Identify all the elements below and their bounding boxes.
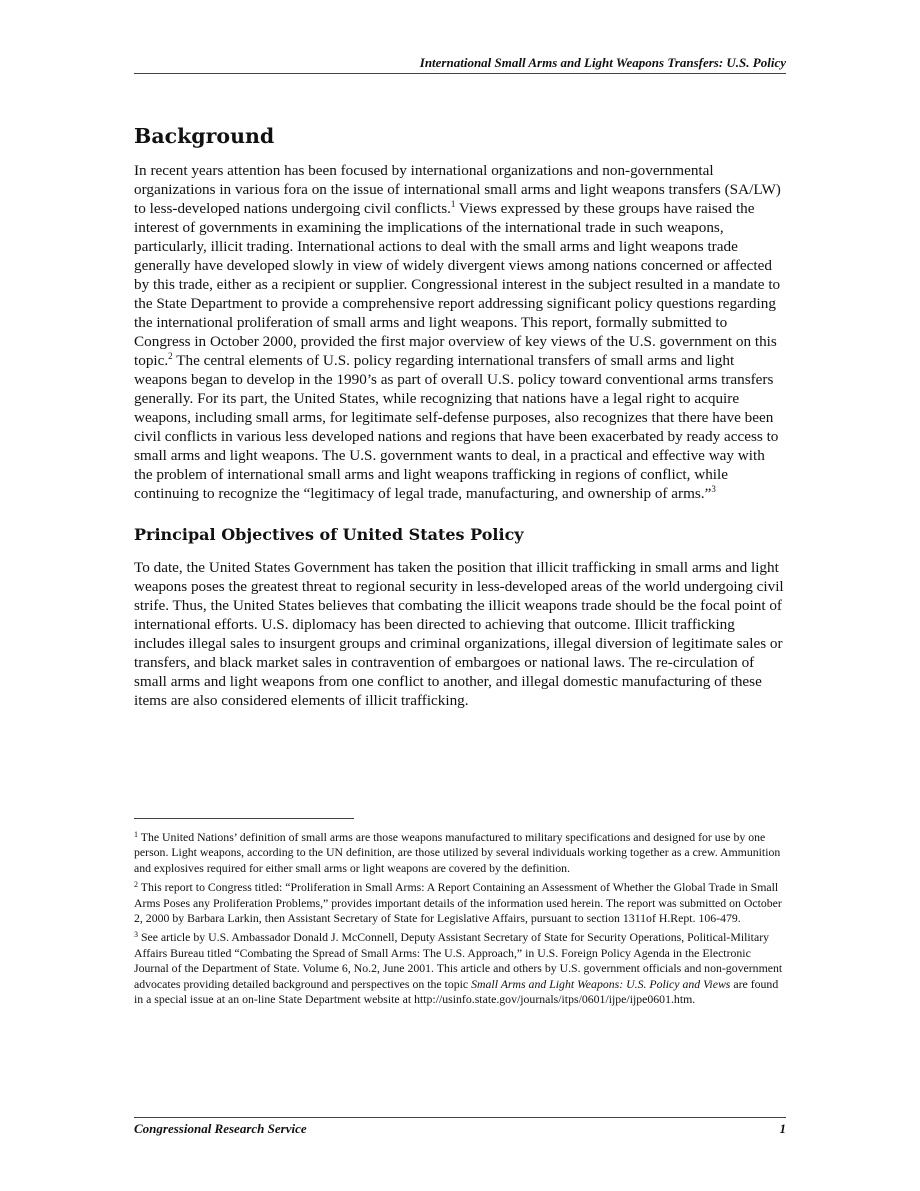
- paragraph-text: The central elements of U.S. policy regarding international transfers of small arms and light weapons began to develop in the 1990’s as part of overall U.S. policy toward conventional arms transfers generally. For its part, the United States, while recognizing that nations have a legal right to acquire weapons, including small arms, for legitimate self-defense purposes, also recognizes that there have been civil conflicts in various less developed nations and regions that have been exacerbated by ready access to small arms and light weapons. The U.S. government wants to deal, in a practical and effective way with the problem of international small arms and light weapons trafficking in regions of conflict, while continuing to recognize the “legitimacy of legal trade, manufacturing, and ownership of arms.”: [134, 352, 779, 502]
- objectives-paragraph: To date, the United States Government has taken the position that illicit trafficking in small arms and light weapons poses the greatest threat to regional security in less-developed areas of the world undergoing civil strife. Thus, the United States believes that combating the illicit weapons trade should be the focal point of international efforts. U.S. diplomacy has been directed to achieving that outcome. Illicit trafficking includes illegal sales to insurgent groups and criminal organizations, illegal diversion of legitimate sales or transfers, and black market sales in contravention of embargoes or national laws. The re-circulation of small arms and light weapons from one conflict to another, and illegal domestic manufacturing of these items are also considered elements of illicit trafficking.: [134, 559, 784, 709]
- footnote-number: 2: [134, 880, 138, 890]
- section-heading-principal-objectives: Principal Objectives of United States Policy: [134, 525, 524, 544]
- footnote-text: are found in a special issue at an on-line State Department website at http://usinfo.state.gov/journals/itps/0601/ijpe/ijpe0601.htm.: [134, 976, 779, 1007]
- footnote-1: [134, 830, 786, 876]
- section-heading-background: Background: [134, 124, 275, 148]
- footnote-3: [134, 930, 786, 1007]
- footnote-text: See article by U.S. Ambassador Donald J. McConnell, Deputy Assistant Secretary of State for Security Operations, Political-Military Affairs Bureau titled “Combating the Spread of Small Arms: The U.S. Approach,” in U.S. Foreign Policy Agenda in the Electronic Journal of the Department of State. Volume 6, No.2, June 2001. This article and others by U.S. government officials and non-government advocates providing detailed background and perspectives on the topic: [134, 930, 783, 991]
- footnote-number: 3: [134, 930, 138, 940]
- footnote-ref-1[interactable]: 1: [450, 199, 456, 209]
- footnote-italic-title: Small Arms and Light Weapons: U.S. Policy and Views: [471, 976, 731, 991]
- footnote-text: The United Nations’ definition of small arms are those weapons manufactured to military specifications and designed for use by one person. Light weapons, according to the UN definition, are those utilized by several individuals working together as a crew. Ammunition and explosives required for either small arms or light weapons are covered by the definition.: [134, 830, 781, 875]
- background-paragraph: [134, 161, 786, 503]
- footnote-2: [134, 880, 786, 926]
- header-rule: [134, 73, 786, 74]
- page-number: 1: [779, 1121, 786, 1136]
- paragraph-text: Views expressed by these groups have raised the interest of governments in examining the implications of the international trade in such weapons, particularly, illicit trading. International actions to deal with the small arms and light weapons trade generally have developed slowly in view of widely divergent views among nations concerned or affected by this trade, either as a recipient or supplier. Congressional interest in the subject resulted in a mandate to the State Department to provide a comprehensive report addressing significant policy questions regarding the international proliferation of small arms and light weapons. This report, formally submitted to Congress in October 2000, provided the first major overview of key views of the U.S. government on this topic.: [134, 200, 781, 369]
- main-content: [134, 122, 786, 710]
- footer-rule: [134, 1117, 786, 1118]
- paragraph-text: In recent years attention has been focused by international organizations and non-governmental organizations in various fora on the issue of international small arms and light weapons transfers (SA/LW) to less-developed nations undergoing civil conflicts.: [134, 162, 781, 217]
- footnote-number: 1: [134, 830, 138, 839]
- footnote-ref-2[interactable]: 2: [168, 351, 173, 361]
- footnote-separator: [134, 818, 354, 819]
- footer-publisher: Congressional Research Service: [134, 1121, 307, 1136]
- footnote-ref-3[interactable]: 3: [711, 484, 716, 494]
- footnotes: [134, 830, 786, 1011]
- running-header: International Small Arms and Light Weapons Transfers: U.S. Policy: [419, 55, 786, 70]
- footnote-text: This report to Congress titled: “Proliferation in Small Arms: A Report Containing an Assessment of Whether the Global Trade in Small Arms Poses any Proliferation Problems,” provides important details of the information used herein. The report was submitted on October 2, 2000 by Barbara Larkin, then Assistant Secretary of State for Legislative Affairs, pursuant to section 1311of H.Rept. 106-479.: [134, 880, 782, 926]
